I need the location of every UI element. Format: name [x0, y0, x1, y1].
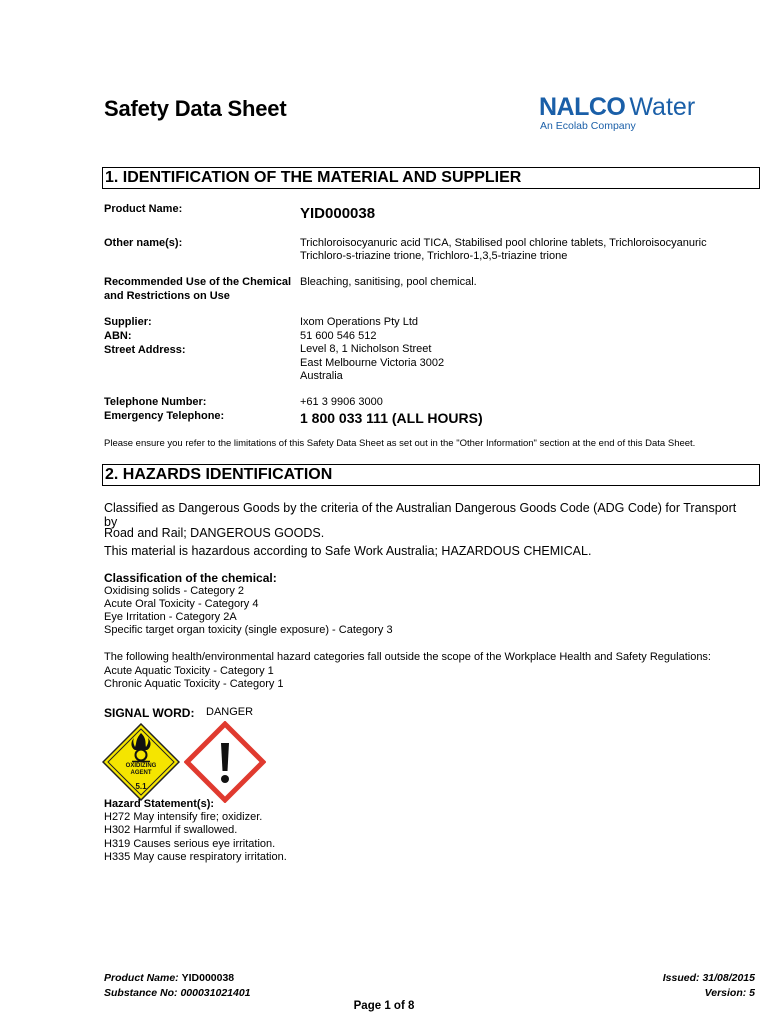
- footer-product-name: [104, 971, 234, 986]
- classification-item: Eye Irritation - Category 2A: [104, 611, 237, 623]
- address-line-3: Australia: [300, 370, 343, 382]
- footer-issued-label: Issued:: [662, 972, 700, 984]
- street-address-label: Street Address:: [104, 344, 186, 356]
- logo-wordmark: [539, 94, 695, 120]
- footer-issued-value: 31/08/2015: [702, 972, 755, 984]
- recommended-use-value: Bleaching, sanitising, pool chemical.: [300, 276, 477, 288]
- footer-version-label: Version:: [704, 987, 747, 999]
- classification-item: Specific target organ toxicity (single exposure) - Category 3: [104, 624, 393, 636]
- footer-version: [705, 986, 755, 1001]
- recommended-use-label-2: and Restrictions on Use: [104, 290, 230, 302]
- product-name-label: Product Name:: [104, 203, 183, 215]
- hazard-statement: H319 Causes serious eye irritation.: [104, 838, 276, 850]
- hazard-statement: H302 Harmful if swallowed.: [104, 824, 238, 836]
- supplier-value: Ixom Operations Pty Ltd: [300, 316, 418, 328]
- telephone-value: +61 3 9906 3000: [300, 396, 383, 408]
- address-line-1: Level 8, 1 Nicholson Street: [300, 343, 432, 355]
- supplier-label: Supplier:: [104, 316, 152, 328]
- hazard-statement: H272 May intensify fire; oxidizer.: [104, 811, 263, 823]
- exclamation-mark-pictogram-icon: [184, 721, 266, 803]
- abn-label: ABN:: [104, 330, 132, 342]
- document-title: Safety Data Sheet: [104, 96, 287, 121]
- oxidizing-agent-placard-icon: [102, 723, 180, 801]
- outside-scope-item: Acute Aquatic Toxicity - Category 1: [104, 665, 274, 677]
- emergency-telephone-label: Emergency Telephone:: [104, 410, 225, 422]
- nalco-water-logo: [539, 94, 709, 136]
- footer-substance-value: 000031021401: [180, 987, 251, 999]
- signal-word-value: DANGER: [206, 706, 254, 718]
- dg-classification-line-3: Road and Rail; DANGEROUS GOODS.: [104, 526, 325, 540]
- logo-water: Water: [629, 93, 696, 121]
- classification-heading: Classification of the chemical:: [104, 571, 277, 585]
- classification-item: Acute Oral Toxicity - Category 4: [104, 598, 259, 610]
- logo-nalco: NALCO: [539, 93, 626, 121]
- abn-value: 51 600 546 512: [300, 330, 377, 342]
- telephone-label: Telephone Number:: [104, 396, 207, 408]
- footer-product-label: Product Name:: [104, 972, 179, 984]
- address-line-2: East Melbourne Victoria 3002: [300, 357, 445, 369]
- classification-item: Oxidising solids - Category 2: [104, 585, 245, 597]
- hazardous-chemical-statement: This material is hazardous according to Safe Work Australia; HAZARDOUS CHEMICAL.: [104, 544, 592, 558]
- outside-scope-item: Chronic Aquatic Toxicity - Category 1: [104, 678, 284, 690]
- placard-class-number: 5.1: [135, 782, 147, 791]
- hazard-statement: H335 May cause respiratory irritation.: [104, 851, 287, 863]
- dg-classification-line-2: by: [104, 515, 118, 529]
- dg-classification-line-1: Classified as Dangerous Goods by the criteria of the Australian Dangerous Goods Code (ADG Code) for Transport: [104, 501, 737, 515]
- recommended-use-label-1: Recommended Use of the Chemical: [104, 276, 292, 288]
- outside-scope-intro: The following health/environmental hazard categories fall outside the scope of the Workplace Health and Safety Regulations:: [104, 651, 711, 663]
- section-2-heading: 2. HAZARDS IDENTIFICATION: [102, 464, 760, 486]
- placard-text-oxidizing: OXIDIZING: [125, 763, 157, 769]
- logo-tagline: An Ecolab Company: [540, 120, 636, 132]
- footer-substance-label: Substance No:: [104, 987, 178, 999]
- hazard-statements-heading: Hazard Statement(s):: [104, 798, 215, 810]
- placard-text-agent: AGENT: [130, 770, 152, 776]
- section-1-heading: 1. IDENTIFICATION OF THE MATERIAL AND SUPPLIER: [102, 167, 760, 189]
- other-names-label: Other name(s):: [104, 237, 183, 249]
- emergency-telephone-value: 1 800 033 111 (ALL HOURS): [300, 410, 483, 426]
- footer-substance-no: [104, 986, 251, 1001]
- limitations-note: Please ensure you refer to the limitations of this Safety Data Sheet as set out in the "Other Information" section at the end of this Data Sheet.: [104, 438, 696, 449]
- other-names-line-1: Trichloroisocyanuric acid TICA, Stabilised pool chlorine tablets, Trichloroisocyanuric: [300, 237, 707, 249]
- footer-issued: [663, 971, 755, 986]
- page-number: Page 1 of 8: [353, 1000, 415, 1012]
- signal-word-label: SIGNAL WORD:: [104, 706, 195, 720]
- footer-product-value: YID000038: [181, 972, 235, 984]
- other-names-line-2: Trichloro-s-triazine trione, Trichloro-1,3,5-triazine trione: [300, 250, 568, 262]
- footer-version-value: 5: [749, 987, 755, 999]
- product-name-value: YID000038: [300, 205, 376, 222]
